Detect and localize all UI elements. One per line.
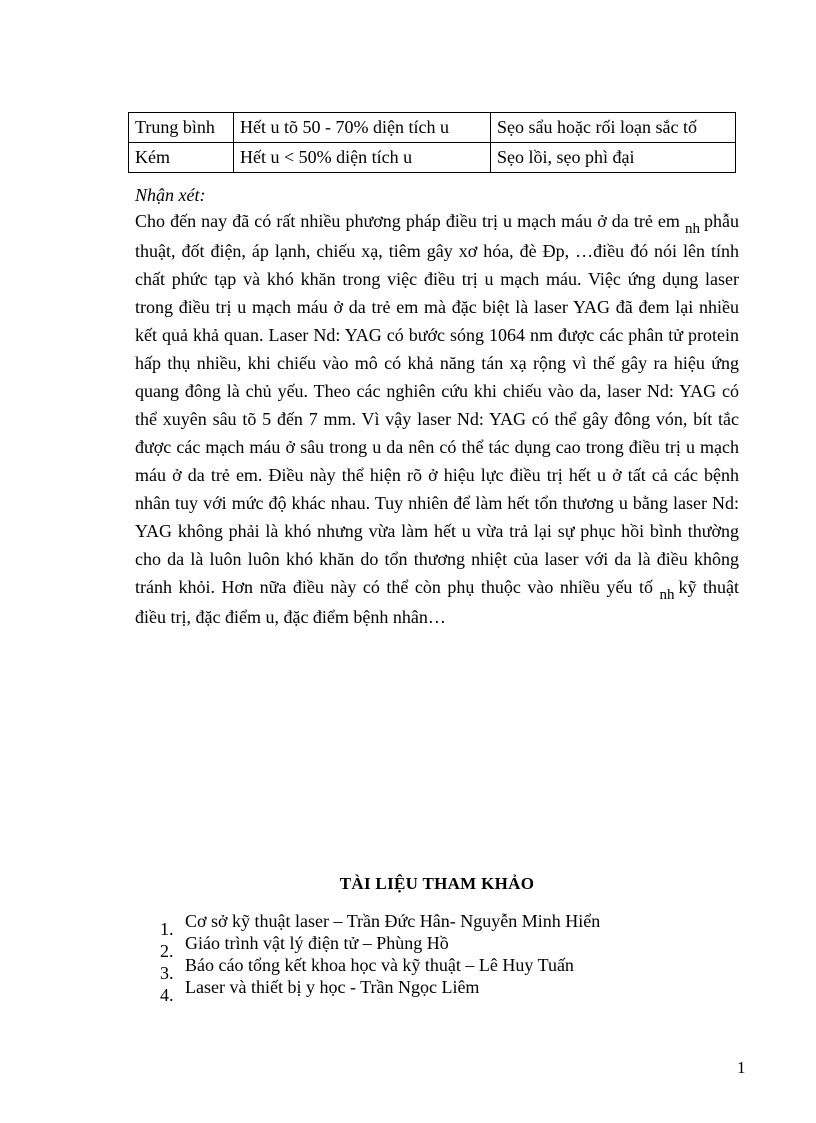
table-cell: Sẹo lồi, sẹo phì đại: [491, 143, 736, 173]
table-row: [129, 143, 736, 173]
table-row: [129, 113, 736, 143]
paragraph-text: Cho đến nay đã có rất nhiều phương pháp điều trị u mạch máu ở da trẻ em: [135, 211, 685, 231]
remark-label: Nhận xét:: [135, 185, 206, 205]
table-cell: Trung bình: [129, 113, 234, 143]
table-cell: Kém: [129, 143, 234, 173]
results-table: [128, 112, 736, 173]
reference-number: 1.: [160, 919, 174, 939]
discussion-paragraph: [135, 207, 739, 631]
reference-number: 3.: [160, 963, 174, 983]
reference-number: 2.: [160, 941, 174, 961]
reference-text: Báo cáo tổng kết khoa học và kỹ thuật – Lê Huy Tuấn: [185, 955, 574, 975]
page-number: 1: [737, 1058, 746, 1077]
reference-text: Cơ sở kỹ thuật laser – Trần Đức Hân- Nguyễn Minh Hiển: [185, 911, 601, 931]
paragraph-text: phẫu thuật, đốt điện, áp lạnh, chiếu xạ, tiêm gây xơ hóa, đè Ðp, …điều đó nói lên tính chất phức tạp và khó khăn trong việc điều trị u mạch máu. Việc ứng dụng laser trong điều trị u mạch máu ở da trẻ em mà đặc biệt là laser YAG đã đem lại nhiều kết quả khả quan. Laser Nd: YAG có bước sóng 1064 nm được các phân tử protein hấp thụ nhiều, khi chiếu vào mô có khả năng tán xạ rộng vì thế gây ra hiệu ứng quang đông là chủ yếu. Theo các nghiên cứu khi chiếu vào da, laser Nd: YAG có thể xuyên sâu tõ 5 đến 7 mm. Vì vậy laser Nd: YAG có thể gây đông vón, bít tắc được các mạch máu ở sâu trong u da nên có thể tác dụng cao trong điều trị u mạch máu ở da trẻ em. Điều này thể hiện rõ ở hiệu lực điều trị hết u ở tất cả các bệnh nhân tuy với mức độ khác nhau. Tuy nhiên để làm hết tổn thương u bằng laser Nd: YAG không phải là khó nhưng vừa làm hết u vừa trả lại sự phục hồi bình thường cho da là luôn luôn khó khăn do tổn thương nhiệt của laser với da là điều không tránh khỏi. Hơn nữa điều này có thể còn phụ thuộc vào nhiều yếu tố: [135, 211, 739, 597]
references-title: TÀI LIỆU THAM KHẢO: [339, 874, 535, 893]
paragraph-text: kỹ thuật điều trị, đặc điểm u, đặc điểm bệnh nhân…: [135, 577, 739, 627]
table-cell: Hết u < 50% diện tích u: [234, 143, 491, 173]
reference-text: Laser và thiết bị y học - Trần Ngọc Liêm: [185, 977, 480, 997]
table-cell: Hết u tõ 50 - 70% diện tích u: [234, 113, 491, 143]
reference-number: 4.: [160, 985, 174, 1005]
table-cell: Sẹo sẩu hoặc rối loạn sắc tố: [491, 113, 736, 143]
reference-text: Giáo trình vật lý điện tử – Phùng Hồ: [185, 933, 449, 953]
subscript-nh: nh: [659, 587, 675, 603]
subscript-nh: nh: [685, 221, 700, 237]
